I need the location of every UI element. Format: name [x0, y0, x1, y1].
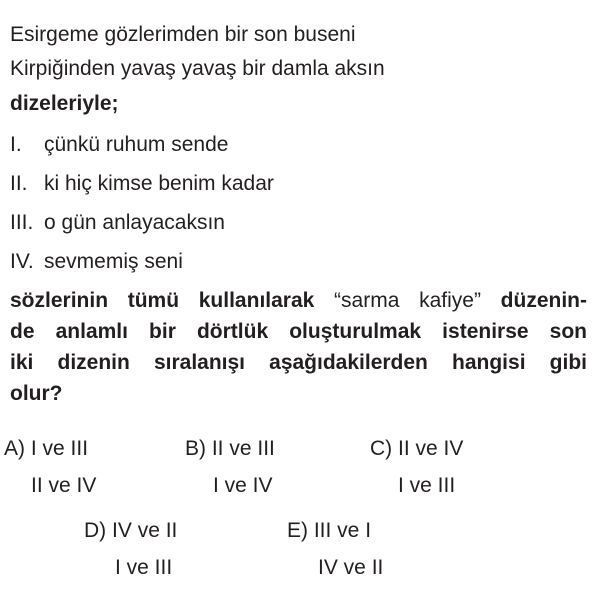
option-label: B) [185, 437, 206, 460]
option-a[interactable] [4, 436, 96, 499]
question-line-3: iki dizenin sıralanışı aşağıdakilerden hangisi gibi [10, 351, 587, 374]
statement-text: çünkü ruhum sende [44, 133, 229, 156]
verse-line-2: Kirpiğinden yavaş yavaş bir damla aksın [10, 57, 385, 80]
option-line-1: I ve III [30, 437, 89, 460]
statement-2 [10, 171, 274, 197]
statement-text: o gün anlayacaksın [44, 211, 225, 234]
option-b[interactable] [185, 436, 275, 499]
statement-3 [10, 210, 225, 236]
option-line-1: II ve III [211, 437, 275, 460]
statement-number: IV. [10, 250, 34, 273]
statement-text: sevmemiş seni [44, 250, 183, 273]
verse-line-1: Esirgeme gözlerimden bir son buseni [10, 23, 356, 46]
statement-number: III. [10, 211, 34, 234]
question-bold-part: sözlerinin tümü kullanılarak [10, 289, 315, 312]
question-line-1 [10, 285, 587, 316]
option-c[interactable] [370, 436, 463, 499]
question-stem [10, 285, 587, 409]
question-quote: “sarma kafiye” [334, 289, 481, 312]
intro-text: dizeleriyle; [10, 92, 119, 115]
statement-text: ki hiç kimse benim kadar [44, 172, 274, 195]
option-line-2: I ve IV [213, 474, 273, 497]
option-d[interactable] [84, 518, 177, 581]
option-line-1: IV ve II [112, 519, 178, 542]
option-label: C) [370, 437, 393, 460]
option-label: E) [287, 519, 308, 542]
statement-1 [10, 132, 228, 158]
statement-number: I. [10, 133, 22, 156]
option-line-2: IV ve II [318, 556, 384, 579]
statement-number: II. [10, 172, 28, 195]
option-e[interactable] [287, 518, 383, 581]
question-line-2: de anlamlı bir dörtlük oluşturulmak istenirse son [10, 320, 587, 343]
option-line-2: II ve IV [31, 474, 97, 497]
option-line-1: II ve IV [398, 437, 464, 460]
question-bold-part: düzenin- [500, 289, 587, 312]
statement-4 [10, 249, 183, 275]
option-line-2: I ve III [398, 474, 456, 497]
option-label: D) [84, 519, 107, 542]
option-line-1: III ve I [313, 519, 372, 542]
option-label: A) [4, 437, 25, 460]
question-line-4: olur? [10, 382, 63, 405]
option-line-2: I ve III [115, 556, 173, 579]
